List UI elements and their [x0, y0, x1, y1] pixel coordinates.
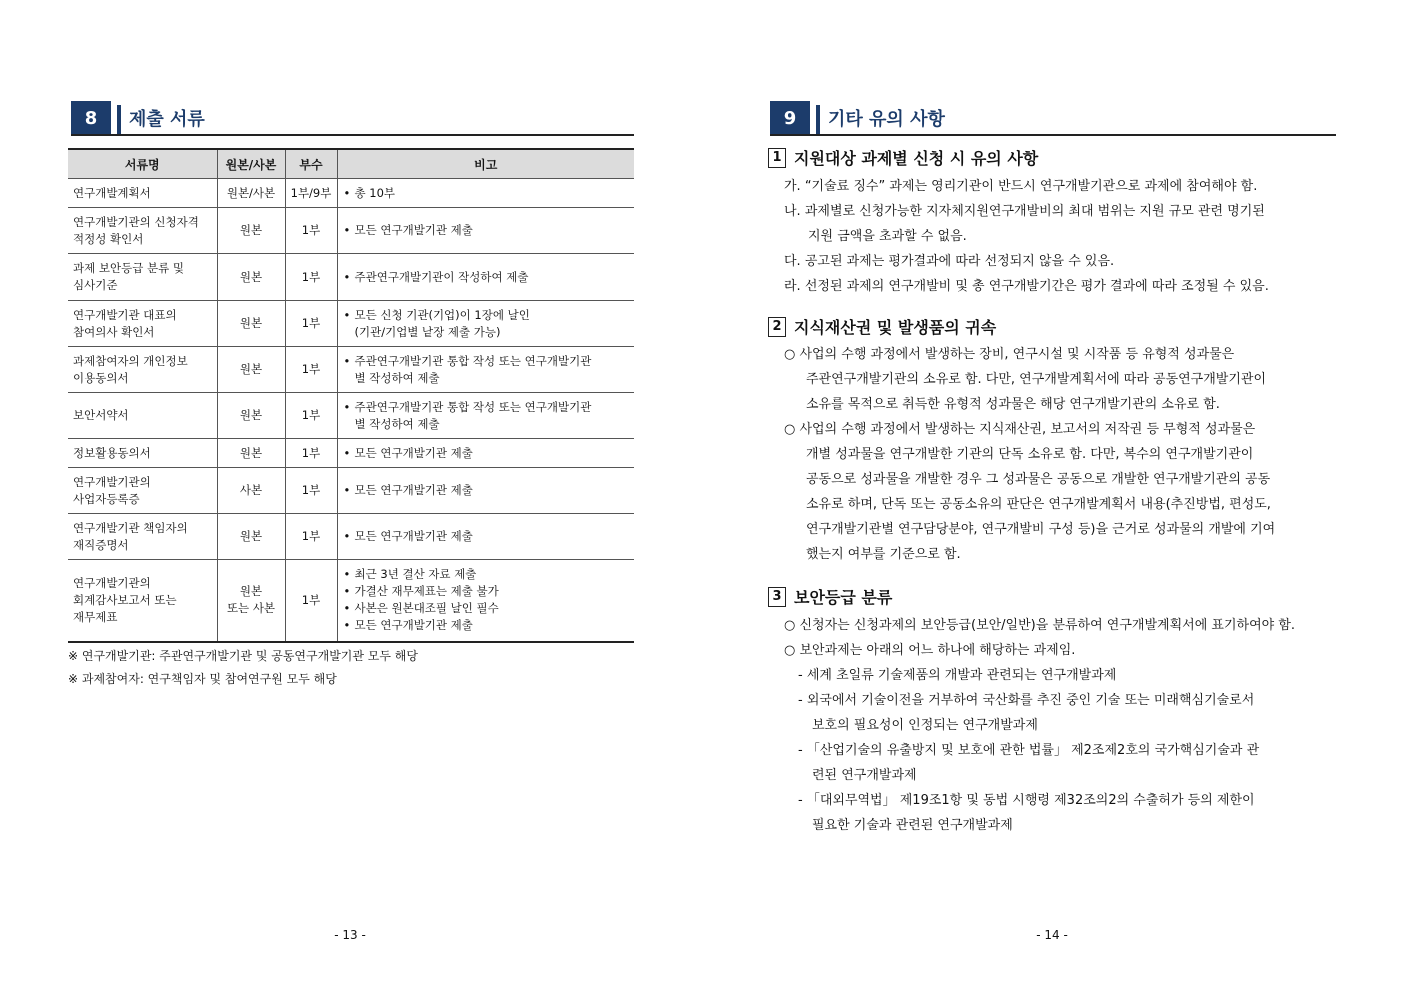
doc-name: 연구개발기관 대표의 — [73, 307, 177, 322]
subsection-2-body — [784, 342, 1338, 567]
doc-note: • 모든 연구개발기관 제출 — [343, 528, 630, 545]
doc-type: 원본 — [239, 408, 263, 422]
table-row — [68, 560, 634, 642]
footnote: ※ 과제참여자: 연구책임자 및 참여연구원 모두 해당 — [68, 672, 337, 686]
doc-name: 과제 보안등급 분류 및 — [73, 261, 184, 275]
doc-type: 원본 — [239, 584, 263, 599]
doc-note: • 총 10부 — [343, 185, 630, 202]
list-item-continued: 했는지 여부를 기준으로 함. — [806, 547, 961, 562]
subsection-number: 2 — [768, 317, 786, 337]
list-item: - 「산업기술의 유출방지 및 보호에 관한 법률」 제2조제2호의 국가핵심기술과 관 — [798, 743, 1260, 758]
table-row — [68, 347, 634, 393]
section-bar — [816, 105, 820, 135]
section-number: 9 — [770, 101, 810, 135]
column-header: 서류명 — [68, 149, 217, 179]
doc-count: 1부 — [285, 468, 337, 514]
doc-type: 원본 — [239, 362, 263, 376]
list-item-continued: 필요한 기술과 관련된 연구개발과제 — [812, 818, 1013, 833]
doc-name: 연구개발기관 책임자의 — [73, 520, 188, 535]
table-row — [68, 254, 634, 301]
doc-note: • 모든 연구개발기관 제출 — [343, 617, 630, 634]
doc-note: • 최근 3년 결산 자료 제출 — [343, 566, 630, 583]
list-item-continued: 개별 성과물을 연구개발한 기관의 단독 소유로 함. 다만, 복수의 연구개발기관이 — [806, 447, 1254, 462]
table-row — [68, 301, 634, 347]
section-bar — [117, 105, 121, 135]
list-item-continued: 지원 금액을 초과할 수 없음. — [808, 229, 967, 244]
list-item-continued: 소유를 목적으로 취득한 유형적 성과물은 해당 연구개발기관의 소유로 함. — [806, 397, 1220, 412]
doc-type: 원본/사본 — [226, 185, 276, 200]
list-item: - 외국에서 기술이전을 거부하여 국산화를 추진 중인 기술 또는 미래핵심기술로서 — [798, 693, 1255, 708]
doc-name: 이용동의서 — [73, 370, 129, 385]
table-row — [68, 179, 634, 208]
doc-count: 1부 — [285, 301, 337, 347]
list-item: 다. 공고된 과제는 평가결과에 따라 선정되지 않을 수 있음. — [784, 254, 1115, 269]
subsection-3-body — [784, 613, 1338, 838]
doc-note: • 모든 신청 기관(기업)이 1장에 날인 — [343, 307, 630, 324]
doc-count: 1부/9부 — [285, 179, 337, 208]
doc-name: 재직증명서 — [73, 537, 129, 552]
doc-name: 연구개발기관의 — [73, 474, 151, 489]
subsection-2-heading — [768, 315, 996, 338]
doc-note: • 모든 연구개발기관 제출 — [343, 222, 630, 239]
doc-note-continued: 별 작성하여 제출 — [354, 416, 440, 431]
doc-type: 원본 — [239, 316, 263, 330]
doc-count: 1부 — [285, 208, 337, 254]
page-number: - 13 - — [334, 928, 366, 942]
doc-note: • 가결산 재무제표는 제출 불가 — [343, 583, 630, 600]
doc-note: • 모든 연구개발기관 제출 — [343, 482, 630, 499]
list-item: - 「대외무역법」 제19조1항 및 동법 시행령 제32조의2의 수출허가 등의 제한이 — [798, 793, 1255, 808]
subsection-title: 지원대상 과제별 신청 시 유의 사항 — [794, 149, 1039, 168]
doc-note: • 사본은 원본대조필 날인 필수 — [343, 600, 630, 617]
submission-documents-table — [68, 148, 634, 643]
doc-note: • 주관연구개발기관 통합 작성 또는 연구개발기관 — [343, 399, 630, 416]
subsection-1-heading — [768, 146, 1038, 169]
section-9-header — [770, 101, 945, 135]
column-header: 부수 — [285, 149, 337, 179]
doc-type: 원본 — [239, 269, 263, 284]
doc-note: • 주관연구개발기관이 작성하여 제출 — [343, 269, 630, 286]
list-item: 나. 과제별로 신청가능한 지자체지원연구개발비의 최대 범위는 지원 규모 관련 명기된 — [784, 204, 1265, 219]
footnote: ※ 연구개발기관: 주관연구개발기관 및 공동연구개발기관 모두 해당 — [68, 649, 418, 663]
column-header: 원본/사본 — [217, 149, 285, 179]
list-item-continued: 보호의 필요성이 인정되는 연구개발과제 — [812, 718, 1038, 733]
list-item-continued: 소유로 하며, 단독 또는 공동소유의 판단은 연구개발계획서 내용(추진방법, 편성도, — [806, 497, 1271, 512]
list-item-continued: 연구개발기관별 연구담당분야, 연구개발비 구성 등)을 근거로 성과물의 개발에 기여 — [806, 522, 1276, 537]
section-rule — [71, 134, 634, 136]
list-item: 라. 선정된 과제의 연구개발비 및 총 연구개발기간은 평가 결과에 따라 조정될 수 있음. — [784, 279, 1269, 294]
subsection-title: 지식재산권 및 발생품의 귀속 — [794, 318, 997, 337]
doc-count: 1부 — [285, 254, 337, 301]
doc-name: 연구개발기관의 신청자격 — [73, 214, 199, 229]
doc-count: 1부 — [285, 514, 337, 560]
doc-count: 1부 — [285, 439, 337, 468]
doc-type: 원본 — [239, 223, 263, 237]
doc-note: • 주관연구개발기관 통합 작성 또는 연구개발기관 — [343, 353, 630, 370]
section-title: 제출 서류 — [129, 109, 205, 130]
table-row — [68, 468, 634, 514]
doc-name: 연구개발계획서 — [73, 185, 151, 200]
list-item-continued: 주관연구개발기관의 소유로 함. 다만, 연구개발계획서에 따라 공동연구개발기관이 — [806, 372, 1267, 387]
doc-count: 1부 — [285, 560, 337, 642]
section-8-header — [71, 101, 205, 135]
doc-name: 보안서약서 — [73, 408, 129, 422]
list-item-continued: 련된 연구개발과제 — [812, 768, 917, 783]
table-row — [68, 393, 634, 439]
doc-name: 사업자등록증 — [73, 491, 140, 506]
table-row — [68, 514, 634, 560]
doc-note: • 모든 연구개발기관 제출 — [343, 445, 630, 462]
list-item: ○ 보안과제는 아래의 어느 하나에 해당하는 과제임. — [784, 643, 1076, 658]
subsection-1-body — [784, 174, 1336, 299]
doc-type: 원본 — [239, 529, 263, 543]
section-rule — [770, 134, 1336, 136]
doc-count: 1부 — [285, 347, 337, 393]
column-header: 비고 — [337, 149, 634, 179]
doc-note-continued: 별 작성하여 제출 — [354, 370, 440, 385]
doc-note-continued: (기관/기업별 낱장 제출 가능) — [354, 324, 501, 339]
page-number: - 14 - — [1036, 928, 1068, 942]
list-item: ○ 사업의 수행 과정에서 발생하는 지식재산권, 보고서의 저작권 등 무형적 성과물은 — [784, 422, 1256, 437]
list-item: 가. “기술료 징수” 과제는 영리기관이 반드시 연구개발기관으로 과제에 참여해야 함. — [784, 179, 1258, 194]
section-number: 8 — [71, 101, 111, 135]
doc-count: 1부 — [285, 393, 337, 439]
doc-name: 적정성 확인서 — [73, 231, 144, 246]
doc-type: 또는 사본 — [226, 601, 276, 616]
list-item: ○ 사업의 수행 과정에서 발생하는 장비, 연구시설 및 시작품 등 유형적 성과물은 — [784, 347, 1235, 362]
doc-name: 정보활용동의서 — [73, 445, 151, 460]
section-title: 기타 유의 사항 — [828, 109, 945, 130]
table-row — [68, 208, 634, 254]
doc-name: 심사기준 — [73, 278, 118, 292]
doc-type: 사본 — [239, 483, 263, 497]
subsection-number: 3 — [768, 587, 786, 607]
list-item: ○ 신청자는 신청과제의 보안등급(보안/일반)을 분류하여 연구개발계획서에 표기하여야 함. — [784, 618, 1296, 633]
doc-name: 회계감사보고서 또는 — [73, 592, 177, 607]
doc-name: 재무제표 — [73, 609, 118, 624]
doc-name: 과제참여자의 개인정보 — [73, 353, 188, 368]
subsection-3-heading — [768, 585, 892, 608]
subsection-title: 보안등급 분류 — [794, 588, 893, 607]
list-item-continued: 공동으로 성과물을 개발한 경우 그 성과물은 공동으로 개발한 연구개발기관의 공동 — [806, 472, 1271, 487]
subsection-number: 1 — [768, 148, 786, 168]
doc-type: 원본 — [239, 445, 263, 460]
doc-name: 참여의사 확인서 — [73, 324, 155, 339]
doc-name: 연구개발기관의 — [73, 575, 151, 590]
list-item: - 세계 초일류 기술제품의 개발과 관련되는 연구개발과제 — [798, 668, 1117, 683]
table-row — [68, 439, 634, 468]
